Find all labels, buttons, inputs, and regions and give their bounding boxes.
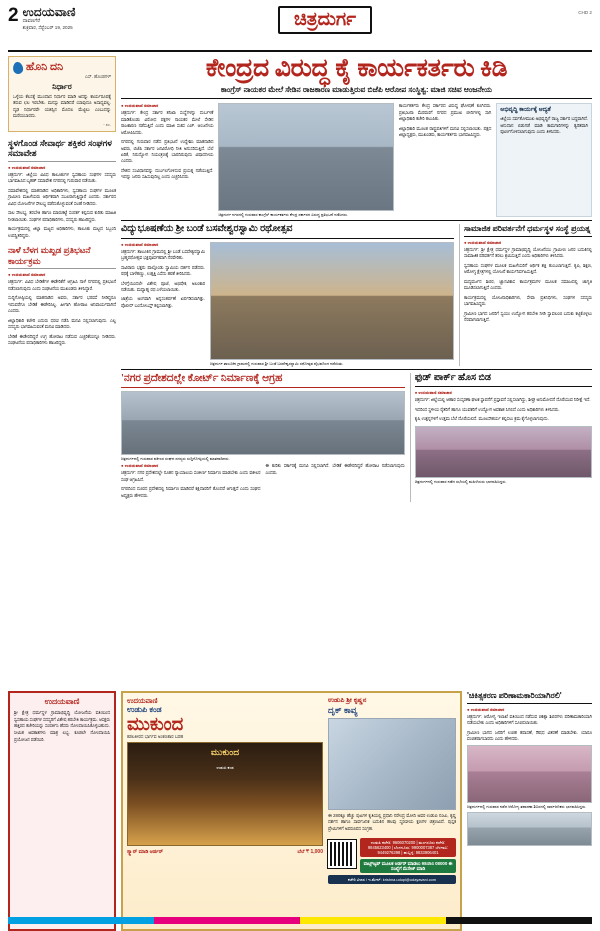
- paragraph: ಜಿಲ್ಲಾಧಿಕಾರಿ ಕಚೇರಿ ಎದುರು ಧರಣಿ ನಡೆಸಿ ಮನವಿ ಸಲ್ಲಿಸಲಾಗುವುದು. ಎಲ್ಲ ಸದಸ್ಯರು ಭಾಗವಹಿಸುವಂತೆ ಮನವಿ ಮಾಡಿದರು.: [8, 317, 116, 330]
- color-swatch-magenta: [154, 917, 300, 924]
- sidebar-story1-byline: ● ಉದಯವಾಣಿ ಸಮಾಚಾರ: [8, 165, 46, 170]
- health-photo-2: [467, 812, 592, 846]
- temple-photo-block: [210, 242, 454, 366]
- paragraph: ಇದರಿಂದ ಸ್ಥಳೀಯ ರೈತರಿಗೆ ಹಾಗೂ ಯುವಕರಿಗೆ ಉದ್ಯೋಗ ಅವಕಾಶ ಸಿಗಲಿದೆ ಎಂದು ಅಧಿಕಾರಿಗಳು ತಿಳಿಸಿದರು.: [414, 406, 560, 412]
- paragraph: ದೇಶದ ಸಂವಿಧಾನವನ್ನು ದುರ್ಬಲಗೊಳಿಸುವ ಪ್ರಯತ್ನ ನಡೆಯುತ್ತಿದೆ. ಇದನ್ನು ಜನರು ಸಹಿಸುವುದಿಲ್ಲ ಎಂದು ಎಚ್ಚರಿಸಿದರು.: [121, 167, 214, 180]
- paragraph: ಜಾತ್ರೆಯ ಅಂಗವಾಗಿ ಅನ್ನಸಂತರ್ಪಣೆ ಏರ್ಪಡಿಸಲಾಗಿತ್ತು. ಪೊಲೀಸ್ ಬಂದೋಬಸ್ತ್ ಕಲ್ಪಿಸಲಾಗಿತ್ತು.: [121, 296, 205, 308]
- masthead: [8, 6, 592, 52]
- foodpark-headline: ಫುಡ್ ಪಾರ್ಕ್ ಹೊಸ ಬಿಡ: [415, 373, 592, 387]
- health-byline: ● ಉದಯವಾಣಿ ಸಮಾಚಾರ: [467, 706, 505, 712]
- water-drop-icon: [12, 61, 24, 74]
- page-number: 2: [8, 5, 19, 26]
- color-swatch-cyan: [8, 917, 154, 924]
- paragraph: ಸುದ್ದಿಗೋಷ್ಠಿಯಲ್ಲಿ ಮಾತನಾಡಿದ ಅವರು, ಸರ್ಕಾರ ಭರವಸೆ ನೀಡಿದ್ದರೂ ಇದುವರೆಗೂ ಬೇಡಿಕೆ ಈಡೇರಿಸಿಲ್ಲ. ಹೀಗಾಗಿ ಹೋರಾಟ ಅನಿವಾರ್ಯವಾಗಿದೆ ಎಂದರು.: [8, 295, 116, 314]
- court-body-2: [265, 463, 404, 476]
- temple-photo-caption: ಚಿತ್ರದುರ್ಗ ತಾಲೂಕಿನ ಗ್ರಾಮದಲ್ಲಿ ಗುರುವಾರ ಶ್ರೀ ಬಂಡೆ ಬಸವೇಶ್ವರಸ್ವಾಮಿ ರಥೋತ್ಸವ ವೈಭವದಿಂದ ನಡೆಯಿತು.: [210, 360, 344, 366]
- paragraph: ಚಿತ್ರದುರ್ಗ: ಶ್ರೀ ಕ್ಷೇತ್ರ ಧರ್ಮಸ್ಥಳ ಗ್ರಾಮಾಭಿವೃದ್ಧಿ ಯೋಜನೆಯು ಗ್ರಾಮೀಣ ಜನರ ಬದುಕಿನಲ್ಲಿ ಸಾಮಾಜಿಕ ಪರಿವರ್ತನೆ ತರಲು ಶ್ರಮಿಸುತ್ತಿದೆ ಎಂದು ಅಧಿಕಾರಿಗಳು ತಿಳಿಸಿದರು.: [463, 246, 592, 259]
- ad-left-panel[interactable]: [8, 691, 116, 931]
- masthead-center: [128, 6, 522, 34]
- lead-photo: [218, 103, 394, 211]
- ad-book-pages-note: ಈ 280ಕ್ಕೂ ಹೆಚ್ಚು ಪುಟಗಳ ಕೃತಿಯಲ್ಲಿ ಪ್ರಧಾನಿ ನರೇಂದ್ರ ಮೋದಿ ಅವರ ಉಡುಪಿ ನಂಟು, ಕೃಷ್ಣ ದರ್ಶನ ಹಾಗೂ ಸಾರ್ವಜನಿಕ ಬದುಕಿನ ಹಲವು ಸ್ಮರಣೀಯ ಕ್ಷಣಗಳ ಚಿತ್ರಣವಿದೆ. ಪುಸ್ತಕ ಪ್ರೇಮಿಗಳಿಗೆ ಅಪರೂಪದ ಸಂಗ್ರಹ.: [328, 813, 456, 831]
- paragraph: ಕಾರ್ಯಕ್ರಮದಲ್ಲಿ ಯೋಜನಾಧಿಕಾರಿಗಳು, ಸೇವಾ ಪ್ರತಿನಿಧಿಗಳು, ಸಂಘಗಳ ಸದಸ್ಯರು ಭಾಗವಹಿಸಿದ್ದರು.: [463, 294, 592, 307]
- sidebar-story1-headline: ಸ್ಥಳಗೊಂಡ ಸೇವಾರ್ಥ ಶಕ್ತಿಕರ ಸಂಘಗಳ ಸಮಾವೇಶ: [8, 138, 116, 162]
- color-swatch-yellow: [300, 917, 446, 924]
- qr-code-icon[interactable]: [328, 840, 356, 868]
- dharmasthala-story: [459, 224, 592, 365]
- temple-story: [121, 224, 454, 365]
- ad-book-price: ಬೆಲೆ ₹ 1,000: [297, 848, 323, 855]
- ad-qr-row: [328, 835, 456, 873]
- honi-dani-subtitle: ಎಸ್. ಹೊಂಡಗಳ್: [85, 74, 111, 79]
- health-photo-caption: ಚಿತ್ರದುರ್ಗದಲ್ಲಿ ಗುರುವಾರ ನಡೆದ ಆರೋಗ್ಯ ತಪಾಸಣಾ ಶಿಬಿರದಲ್ಲಿ ಸಾರ್ವಜನಿಕರು ಭಾಗವಹಿಸಿದ್ದರು.: [467, 804, 587, 810]
- ad-book-publisher: ಉದಯವಾಣಿ: [127, 697, 158, 705]
- health-photo: [467, 745, 592, 803]
- mid-section: [121, 224, 592, 365]
- lead-col3-body: [399, 103, 491, 138]
- paragraph: ಸಾಲ ಸೌಲಭ್ಯ, ತರಬೇತಿ ಹಾಗೂ ಮಾರುಕಟ್ಟೆ ಸಂಪರ್ಕ ಕಲ್ಪಿಸುವ ಕುರಿತು ಮಾಹಿತಿ ನೀಡಲಾಯಿತು. ಸಂಘಗಳ ಪದಾಧಿಕಾರಿಗಳು, ಸದಸ್ಯರು ಹಾಜರಿದ್ದರು.: [8, 210, 116, 222]
- health-body: [467, 714, 592, 743]
- paragraph: ಚಿತ್ರದುರ್ಗ: ನಗರ ಪ್ರದೇಶದಲ್ಲೇ ನೂತನ ನ್ಯಾಯಾಲಯ ಸಂಕೀರ್ಣ ನಿರ್ಮಾಣ ಮಾಡಬೇಕು ಎಂದು ವಕೀಲರ ಸಂಘ ಆಗ್ರಹಿಸಿದೆ.: [121, 470, 261, 482]
- court-col-1: [121, 463, 260, 502]
- ad-book-cover-title: ಮುಕುಂದ: [210, 746, 240, 757]
- lead-col1-body: [121, 110, 213, 181]
- ad-portrait-photo: [328, 718, 456, 810]
- honi-dani-title: ಹೊನಿ ದನಿ: [26, 61, 64, 73]
- lead-col-1: [121, 103, 213, 217]
- publication-edition-city: ದಾವಣಗೆರೆ: [22, 17, 41, 24]
- sidebar-story2-headline: ನಾಳೆ ಬೆಳಗ ಮಖ್ಖಡ ಪ್ರತಿಭಟನೆ ಕಾರ್ಯಕ್ರಮ: [8, 245, 116, 269]
- court-story: [121, 373, 405, 502]
- paragraph: ನಗರದಿಂದ ದೂರದ ಪ್ರದೇಶದಲ್ಲಿ ನಿರ್ಮಾಣ ಮಾಡಿದರೆ ಕಕ್ಷಿದಾರರಿಗೆ ತೊಂದರೆ ಆಗುತ್ತದೆ ಎಂದು ಸಂಘದ ಅಧ್ಯಕ್ಷರು ಹೇಳಿದರು.: [121, 486, 261, 498]
- honi-dani-heading: ನಿರ್ಧಾರ: [52, 82, 72, 91]
- temple-columns: [121, 242, 454, 366]
- publication-name: ಉದಯವಾಣಿ: [22, 5, 76, 19]
- lead-col-3: [399, 103, 491, 217]
- publication-logo: [23, 6, 76, 31]
- paragraph: ಚಿತ್ರದುರ್ಗ: ಜಿಲ್ಲೆಯ ವಿವಿಧ ತಾಲೂಕುಗಳ ಸ್ವಸಹಾಯ ಸಂಘಗಳ ಸದಸ್ಯರು ಭಾಗವಹಿಸಿದ ಬೃಹತ್ ಸಮಾವೇಶ ನಗರದಲ್ಲಿ ಗುರುವಾರ ನಡೆಯಿತು.: [8, 172, 116, 184]
- section-divider-2: [121, 369, 592, 370]
- ad-book-price-row: [127, 849, 323, 855]
- paragraph: ಗ್ರಾಮೀಣ ಭಾಗದ ಜನರಿಗೆ ಉಚಿತ ತಪಾಸಣೆ, ಔಷಧ ವಿತರಣೆ ಮಾಡಬೇಕು. ಯಾರೂ ವಂಚಿತರಾಗಬಾರದು ಎಂದು ಹೇಳಿದರು.: [467, 729, 592, 741]
- paragraph: ಗ್ರಾಮೀಣ ಭಾಗದ ಜನರಿಗೆ ಸ್ವಯಂ ಉದ್ಯೋಗ ತರಬೇತಿ ನೀಡಿ ಸ್ವಾವಲಂಬಿ ಬದುಕು ಕಟ್ಟಿಕೊಳ್ಳಲು ನೆರವಾಗಲಾಗುತ್ತಿದೆ.: [463, 310, 592, 322]
- sidebar-story1-body: [8, 172, 116, 239]
- ad-book-line1: ಉಡುಪಿ ಕಂಡ: [127, 705, 162, 714]
- main-content: [121, 56, 592, 686]
- ad-book-promo[interactable]: [121, 691, 462, 931]
- court-byline: ● ಉದಯವಾಣಿ ಸಮಾಚಾರ: [121, 463, 159, 469]
- lead-sidebox-text: ಜಿಲ್ಲೆಯ ಸರ್ವತೋಮುಖ ಅಭಿವೃದ್ಧಿಗೆ ರಾಜ್ಯ ಸರ್ಕಾರ ಬದ್ಧವಾಗಿದೆ. ಅನುದಾನ ಬಿಡುಗಡೆ ಮಾಡಿ ಕಾಮಗಾರಿಗಳನ್ನು ತ್ವರಿತವಾಗಿ ಪೂರ್ಣಗೊಳಿಸಲಾಗುವುದು ಎಂದು ತಿಳಿಸಿದರು.: [500, 116, 588, 135]
- court-photo-caption: ಚಿತ್ರದುರ್ಗದಲ್ಲಿ ಗುರುವಾರ ವಕೀಲರ ಸಂಘದ ಸದಸ್ಯರು ಸುದ್ದಿಗೋಷ್ಠಿಯಲ್ಲಿ ಮಾತನಾಡಿದರು.: [121, 456, 230, 462]
- ad-contact-numbers[interactable]: ಉಡುಪಿ ಕಚೇರಿ: 9606070200 | ಮಂಗಳೂರು ಕಚೇರಿ: 9845623400 | ಬೆಂಗಳೂರು: 9900007387 ಬೆಳಗಾವಿ: 9449276398 | ಹುಬ್ಬಳ್ಳಿ: 9833906401: [360, 838, 456, 857]
- paragraph: ಸಾವಿರಾರು ಭಕ್ತರು ಪಾಲ್ಗೊಂಡು ಸ್ವಾಮಿಯ ದರ್ಶನ ಪಡೆದರು. ರಥಕ್ಕೆ ಬಾಳೆಹಣ್ಣು, ಉತ್ತತ್ತಿ ಎಸೆದು ಹರಕೆ ತೀರಿಸಿದರು.: [121, 264, 205, 277]
- paragraph: ನಗರದಲ್ಲಿ ಗುರುವಾರ ನಡೆದ ಪ್ರತಿಭಟನೆ ಉದ್ದೇಶಿಸಿ ಮಾತನಾಡಿದ ಅವರು, ಬಿಜೆಪಿ ಸರ್ಕಾರ ಜನವಿರೋಧಿ ನೀತಿ ಅನುಸರಿಸುತ್ತಿದೆ. ಬೆಲೆ ಏರಿಕೆ, ನಿರುದ್ಯೋಗ ನಿಯಂತ್ರಣಕ್ಕೆ ಬಾರದಿರುವುದು ವಿಷಾದನೀಯ ಎಂದರು.: [121, 139, 214, 164]
- paragraph: ಕೃಷಿ ಉತ್ಪನ್ನಗಳಿಗೆ ಉತ್ತಮ ಬೆಲೆ ದೊರೆಯಲಿದೆ. ಮೂಲಸೌಕರ್ಯ ಕಲ್ಪಿಸಲು ಕ್ರಮ ಕೈಗೊಳ್ಳಲಾಗುವುದು.: [414, 416, 549, 422]
- court-text-columns: [121, 463, 405, 502]
- health-story: [467, 691, 592, 931]
- court-body-1: [121, 470, 260, 499]
- advertisement-zone: [8, 691, 592, 931]
- section-divider: [121, 220, 592, 221]
- paragraph: ಚಿತ್ರದುರ್ಗ: ಕೇಂದ್ರ ಸರ್ಕಾರ ತನಿಖಾ ಸಂಸ್ಥೆಗಳನ್ನು ದುರ್ಬಳಕೆ ಮಾಡಿಕೊಂಡು ವಿರೋಧ ಪಕ್ಷಗಳ ನಾಯಕರ ಮೇಲೆ ಸೇಡಿನ ರಾಜಕಾರಣ ನಡೆಸುತ್ತಿದೆ ಎಂದು ಮಾಜಿ ಸಚಿವ ಎಚ್. ಆಂಜನೇಯ ಆರೋಪಿಸಿದರು.: [121, 110, 214, 135]
- lead-photo-block: [218, 103, 394, 217]
- court-col-2: [265, 463, 404, 502]
- paragraph: ಚಿತ್ರದುರ್ಗ: ತಾಲೂಕಿನ ಗ್ರಾಮದಲ್ಲಿ ಶ್ರೀ ಬಂಡೆ ಬಸವೇಶ್ವರಸ್ವಾಮಿ ಬ್ರಹ್ಮರಥೋತ್ಸವ ಭಕ್ತಿಪೂರ್ವಕವಾಗಿ ನೆರವೇರಿತು.: [121, 248, 205, 261]
- foodpark-story: [410, 373, 592, 502]
- ad-left-brand: ಉದಯವಾಣಿ: [44, 697, 80, 706]
- honi-dani-text: ಒಳ್ಳೆಯ ಕೆಲಸಕ್ಕೆ ಮುಂದಾದ ನಿರ್ಧಾರ ಮಾಡಿ ಅದನ್ನು ಕಾರ್ಯರೂಪಕ್ಕೆ ತರುವ ಛಲ ಇರಬೇಕು. ಮನಸ್ಸು ಮಾಡಿದರೆ ಯಾವುದೂ ಅಸಾಧ್ಯವಲ್ಲ. ದೃಢ ನಿರ್ಧಾರವೇ ಯಶಸ್ಸಿನ ಮೊದಲ ಮೆಟ್ಟಿಲು ಎಂಬುದನ್ನು ಮರೆಯಬಾರದು.: [13, 94, 111, 119]
- lead-byline: ● ಉದಯವಾಣಿ ಸಮಾಚಾರ: [121, 103, 159, 109]
- court-photo: [121, 391, 405, 455]
- paragraph: ಜಿಲ್ಲಾಧಿಕಾರಿ ಮೂಲಕ ರಾಷ್ಟ್ರಪತಿಗಳಿಗೆ ಮನವಿ ಸಲ್ಲಿಸಲಾಯಿತು. ಪಕ್ಷದ ಜಿಲ್ಲಾಧ್ಯಕ್ಷರು, ಮುಖಂಡರು, ಕಾರ್ಯಕರ್ತರು ಭಾಗವಹಿಸಿದ್ದರು.: [398, 125, 492, 138]
- page-body: [8, 56, 592, 686]
- honi-dani-author: - ಸಂ.: [103, 121, 111, 127]
- color-swatch-black: [446, 917, 592, 924]
- paragraph: ಚಿತ್ರದುರ್ಗ: ಜಿಲ್ಲೆಯಲ್ಲಿ ಆಹಾರ ಸಂಸ್ಕರಣಾ ಘಟಕ ಸ್ಥಾಪನೆಗೆ ಪ್ರಸ್ತಾವನೆ ಸಲ್ಲಿಸಲಾಗಿದ್ದು, ಶೀಘ್ರ ಅನುಮೋದನೆ ದೊರೆಯುವ ನಿರೀಕ್ಷೆ ಇದೆ.: [414, 397, 591, 403]
- ad-book-qr-note: ಸ್ಕ್ಯಾನ್ ಮಾಡಿ ಆರ್ಡರ್: [127, 848, 163, 855]
- temple-byline: ● ಉದಯವಾಣಿ ಸಮಾಚಾರ: [121, 241, 159, 247]
- masthead-left: [8, 6, 128, 31]
- temple-photo: [210, 242, 454, 360]
- lead-sidebox: [496, 103, 592, 217]
- paragraph: ಕಾರ್ಯಕ್ರಮದಲ್ಲಿ ಜಿಲ್ಲಾ ಮಟ್ಟದ ಅಧಿಕಾರಿಗಳು, ತಾಲೂಕು ಮಟ್ಟದ ಸಿಬ್ಬಂದಿ ಉಪಸ್ಥಿತರಿದ್ದರು.: [8, 226, 116, 238]
- temple-body: [121, 249, 205, 310]
- ad-book-cover-image: [127, 742, 323, 846]
- paragraph: ಚಿತ್ರದುರ್ಗ: ಆರೋಗ್ಯ ಇಲಾಖೆ ವತಿಯಿಂದ ನಡೆಸುವ ಚಿಕಿತ್ಸಾ ಶಿಬಿರಗಳು ಪರಿಣಾಮಕಾರಿಯಾಗಿ ನಡೆಯಬೇಕು ಎಂದು ಅಧಿಕಾರಿಗಳಿಗೆ ಸೂಚಿಸಲಾಯಿತು.: [467, 713, 592, 726]
- honi-dani-title-row: [13, 61, 111, 74]
- paragraph: ಮದ್ಯವರ್ಜನ ಶಿಬಿರ, ಜ್ಞಾನವಿಕಾಸ ಕಾರ್ಯಕ್ರಮಗಳ ಮೂಲಕ ಸಮಾಜದಲ್ಲಿ ಜಾಗೃತಿ ಮೂಡಿಸಲಾಗುತ್ತಿದೆ ಎಂದರು.: [463, 278, 592, 291]
- dharmasthala-byline: ● ಉದಯವಾಣಿ ಸಮಾಚಾರ: [463, 239, 502, 245]
- foodpark-body: [415, 397, 592, 422]
- court-headline: 'ನಗರ ಪ್ರದೇಶದಲ್ಲೇ ಕೋರ್ಟ್ ನಿರ್ಮಾಣಕ್ಕೆ ಆಗ್ರಹ: [121, 373, 405, 389]
- temple-col-text: [121, 242, 205, 366]
- ad-whatsapp-order[interactable]: ವಾಟ್ಸ್‌ಆ್ಯಪ್ ಮೂಲಕ ಆರ್ಡರ್ ಮಾಡಲು 98454 08000 ಈ ಸಂಖ್ಯೆಗೆ ಮೆಸೇಜ್ ಮಾಡಿ: [360, 859, 456, 873]
- ad-book-cover-subtitle: ಉಡುಪಿ ಕಂಡ: [216, 764, 234, 770]
- paragraph: ಸಮಾವೇಶದಲ್ಲಿ ಮಾತನಾಡಿದ ಅಧಿಕಾರಿಗಳು, ಸ್ವಸಹಾಯ ಸಂಘಗಳ ಮೂಲಕ ಗ್ರಾಮೀಣ ಮಹಿಳೆಯರು ಆರ್ಥಿಕವಾಗಿ ಸಬಲರಾಗುತ್ತಿದ್ದಾರೆ ಎಂದರು. ಸರ್ಕಾರದ ವಿವಿಧ ಯೋಜನೆಗಳ ಸೌಲಭ್ಯ ಪಡೆದುಕೊಳ್ಳುವಂತೆ ಸಲಹೆ ನೀಡಿದರು.: [8, 187, 116, 206]
- lead-subheadline: ಕಾಂಗ್ರೆಸ್ ನಾಯಕರ ಮೇಲೆ ಸೇಡಿನ ರಾಜಕಾರಣ ಮಾಡುತ್ತಿರುವ ಬಿಜೆಪಿ ಆರೋಪ ಸಂಸ್ಥಿತ್ವ: ಮಾಜಿ ಸಚಿವ ಆಂಜನೇಯ: [121, 85, 592, 99]
- lower-section: [121, 373, 592, 502]
- sidebar-story2-byline: ● ಉದಯವಾಣಿ ಸಮಾಚಾರ: [8, 272, 46, 278]
- ad-book-header-right-1: ಉಡುಪಿ ಶ್ರೀ ಕೃಷ್ಣನ: [328, 697, 367, 704]
- temple-headline: ವಿದ್ಯುಭೂಷಣೆಯ ಶ್ರೀ ಬಂಡೆ ಬಸವೇಶ್ವರಸ್ವಾಮಿ ರಥೋತ್ಸವ: [121, 224, 454, 238]
- left-sidebar: [8, 56, 116, 686]
- lead-sidebox-title: ಅಭಿವೃದ್ಧಿ ಕಾರ್ಯಕ್ಕೆ ಆದ್ಯತೆ: [500, 107, 551, 114]
- ad-book-header-right-2: ದೃಕ್ ಕಾವ್ಯ: [328, 705, 358, 715]
- dateline: ಶುಕ್ರವಾರ, ಸೆಪ್ಟೆಂಬರ್ 19, 2025: [22, 24, 73, 30]
- dharmasthala-headline: ಸಾಮಾಜಿಕ ಪರಿವರ್ತನೆಗೆ ಧರ್ಮಸ್ಥಳ ಸಂಸ್ಥೆ ಪ್ರಯತ್ನ: [464, 224, 592, 237]
- corner-code: CHD 2: [578, 10, 592, 15]
- paragraph: ಸ್ವಸಹಾಯ ಸಂಘಗಳ ಮೂಲಕ ಮಹಿಳೆಯರಿಗೆ ಆರ್ಥಿಕ ಶಕ್ತಿ ತುಂಬಲಾಗುತ್ತಿದೆ. ಕೃಷಿ, ಶಿಕ್ಷಣ, ಆರೋಗ್ಯ ಕ್ಷೇತ್ರಗಳಲ್ಲಿ ಯೋಜನೆ ಕಾರ್ಯನಿರ್ವಹಿಸುತ್ತಿದೆ.: [463, 262, 592, 275]
- foodpark-photo: [415, 426, 592, 478]
- paragraph: ಬೆಳಗ್ಗೆಯಿಂದಲೇ ವಿಶೇಷ ಪೂಜೆ, ಅಭಿಷೇಕ, ಅಲಂಕಾರ ನಡೆಯಿತು. ಮಧ್ಯಾಹ್ನ ರಥ ಎಳೆಯಲಾಯಿತು.: [121, 280, 205, 292]
- ad-left-body: ಶ್ರೀ ಕ್ಷೇತ್ರ ಧರ್ಮಸ್ಥಳ ಗ್ರಾಮಾಭಿವೃದ್ಧಿ ಯೋಜನೆಯ ವತಿಯಿಂದ ಸ್ವಸಹಾಯ ಸಂಘಗಳ ಸದಸ್ಯರಿಗೆ ವಿಶೇಷ ತರಬೇತಿ ಕಾರ್ಯಕ್ರಮ. ಆಸಕ್ತರು ಹತ್ತಿರದ ಕಚೇರಿಯನ್ನು ಸಂಪರ್ಕಿಸಿ ಹೆಸರು ನೋಂದಾಯಿಸಿಕೊಳ್ಳಬಹುದು. ಸೀಮಿತ ಅವಕಾಶಗಳು ಮಾತ್ರ ಲಭ್ಯ. ಕೂಡಲೇ ನೋಂದಾಯಿಸಿ ಪ್ರಯೋಜನ ಪಡೆಯಿರಿ.: [14, 710, 110, 742]
- health-headline: 'ಚಿಕಿತ್ಸಕರಣ ಪರಿಣಾಮಕಾರಿಯಾಗಿರಲಿ': [467, 691, 592, 704]
- ad-footer-contact: ಕಚೇರಿ ವಿಳಾಸ / ಇ-ಮೇಲ್: krishna.udupi@udayavani.com: [328, 875, 456, 884]
- sidebar-story2-body: [8, 279, 116, 346]
- paragraph: ಈ ಕುರಿತು ಸರ್ಕಾರಕ್ಕೆ ಮನವಿ ಸಲ್ಲಿಸಲಾಗಿದೆ. ಬೇಡಿಕೆ ಈಡೇರದಿದ್ದರೆ ಹೋರಾಟ ನಡೆಸಲಾಗುವುದು ಎಂದರು.: [265, 463, 405, 475]
- color-registration-bar: [8, 917, 592, 924]
- lead-story: [121, 56, 592, 217]
- paragraph: ಚಿತ್ರದುರ್ಗ: ವಿವಿಧ ಬೇಡಿಕೆಗಳ ಈಡೇರಿಕೆಗೆ ಆಗ್ರಹಿಸಿ ನಾಳೆ ನಗರದಲ್ಲಿ ಪ್ರತಿಭಟನೆ ನಡೆಸಲಾಗುವುದು ಎಂದು ಸಂಘಟನೆಯ ಮುಖಂಡರು ತಿಳಿಸಿದ್ದಾರೆ.: [8, 279, 116, 291]
- paragraph: ಬೇಡಿಕೆ ಈಡೇರದಿದ್ದರೆ ಉಗ್ರ ಹೋರಾಟ ನಡೆಸುವ ಎಚ್ಚರಿಕೆಯನ್ನೂ ನೀಡಿದರು. ಸಂಘಟನೆಯ ಪದಾಧಿಕಾರಿಗಳು ಹಾಜರಿದ್ದರು.: [8, 333, 116, 345]
- paragraph: ಕಾರ್ಯಕರ್ತರು ಕೇಂದ್ರ ಸರ್ಕಾರದ ವಿರುದ್ಧ ಘೋಷಣೆ ಕೂಗಿದರು. ಪ್ರತಿಭಟನಾ ಮೆರವಣಿಗೆ ನಗರದ ಪ್ರಮುಖ ಬೀದಿಗಳಲ್ಲಿ ಸಾಗಿ ಜಿಲ್ಲಾಧಿಕಾರಿ ಕಚೇರಿ ತಲುಪಿತು.: [398, 103, 492, 122]
- edition-badge: ಚಿತ್ರದುರ್ಗ: [278, 6, 372, 34]
- lead-photo-caption: ಚಿತ್ರದುರ್ಗ ನಗರದಲ್ಲಿ ಗುರುವಾರ ಕಾಂಗ್ರೆಸ್ ಕಾರ್ಯಕರ್ತರು ಕೇಂದ್ರ ಸರ್ಕಾರದ ವಿರುದ್ಧ ಪ್ರತಿಭಟನೆ ನಡೆಸಿದರು.: [218, 212, 349, 218]
- foodpark-photo-caption: ಚಿತ್ರದುರ್ಗದಲ್ಲಿ ಗುರುವಾರ ನಡೆದ ಸಭೆಯಲ್ಲಿ ಮಹಿಳೆಯರು ಭಾಗವಹಿಸಿದ್ದರು.: [414, 478, 507, 484]
- ad-book-title: ಮುಕುಂದ: [127, 713, 184, 734]
- foodpark-byline: ● ಉದಯವಾಣಿ ಸಮಾಚಾರ: [414, 390, 452, 396]
- column-honi-dani: [8, 56, 116, 132]
- ad-book-left: [127, 697, 323, 925]
- lead-headline: ಕೇಂದ್ರದ ವಿರುದ್ಧ ಕೈ ಕಾರ್ಯಕರ್ತರು ಕಿಡಿ: [205, 55, 508, 82]
- ad-book-right: [328, 697, 456, 925]
- ad-book-author: ಕಡಲತೀರದ ಭಾರ್ಗವ ಅಂಕಣಕಾರ ಬರಹ: [127, 733, 184, 739]
- dharmasthala-body: [464, 247, 592, 324]
- lead-columns: [121, 103, 592, 217]
